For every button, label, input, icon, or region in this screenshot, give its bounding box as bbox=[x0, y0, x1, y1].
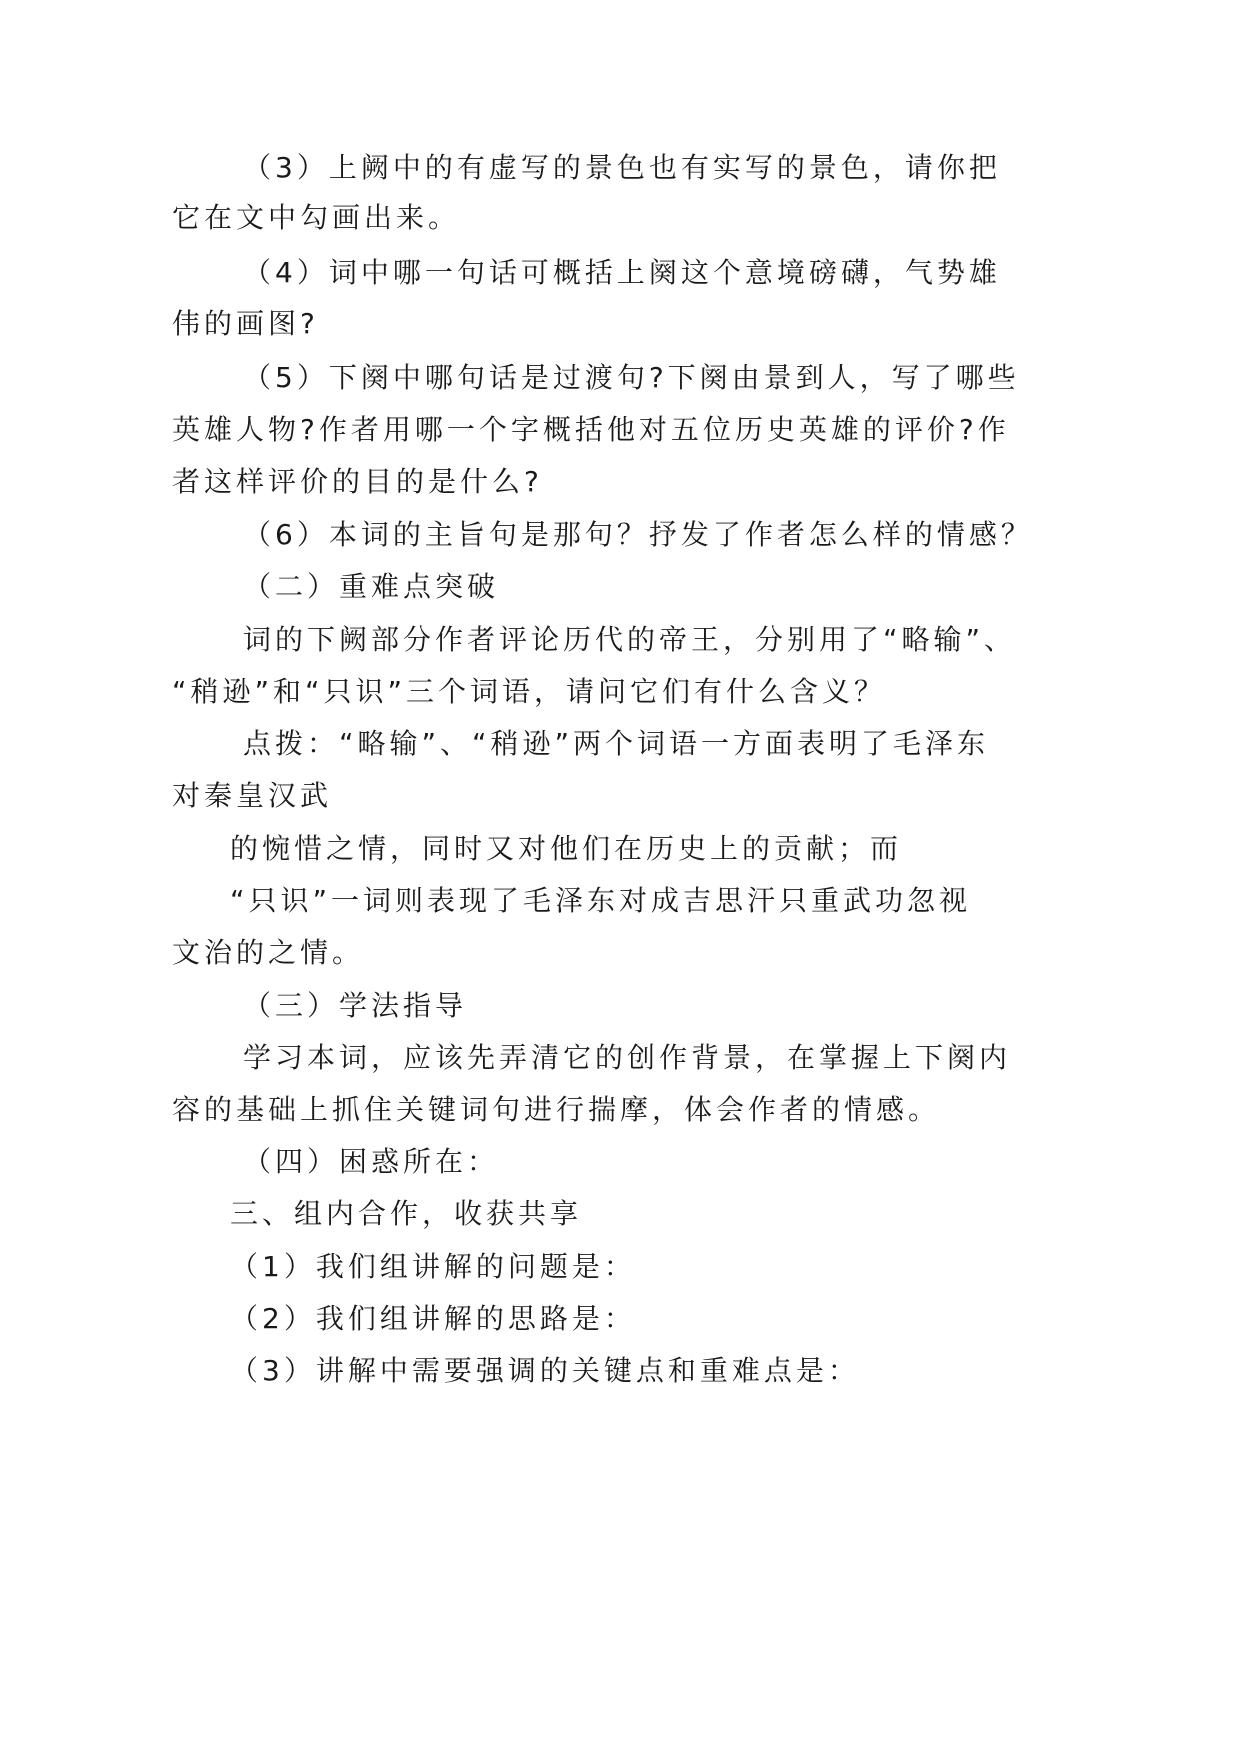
text-line-14: 的惋惜之情，同时又对他们在历史上的贡献；而 bbox=[230, 832, 903, 865]
text-line-16: 文治的之情。 bbox=[172, 936, 365, 969]
text-line-03: （4）词中哪一句话可概括上阕这个意境磅礴，气势雄 bbox=[243, 256, 1001, 289]
section-heading-3: （三）学法指导 bbox=[243, 989, 468, 1022]
text-line-02: 它在文中勾画出来。 bbox=[172, 201, 461, 234]
text-line-13: 对秦皇汉武 bbox=[172, 779, 333, 812]
section-heading-part-3: 三、组内合作，收获共享 bbox=[230, 1197, 583, 1230]
text-line-08: （6）本词的主旨句是那句？抒发了作者怎么样的情感？ bbox=[243, 518, 1033, 551]
text-line-07: 者这样评价的目的是什么? bbox=[172, 465, 543, 498]
section-heading-4: （四）困惑所在： bbox=[243, 1145, 500, 1178]
text-line-01: （3）上阙中的有虚写的景色也有实写的景色，请你把 bbox=[243, 151, 1001, 184]
text-line-22: （1）我们组讲解的问题是： bbox=[230, 1250, 636, 1283]
text-line-19: 容的基础上抓住关键词句进行揣摩，体会作者的情感。 bbox=[172, 1093, 941, 1126]
text-line-04: 伟的画图? bbox=[172, 307, 319, 340]
text-line-11: “稍逊”和“只识”三个词语，请问它们有什么含义？ bbox=[172, 675, 887, 708]
text-line-15: “只识”一词则表现了毛泽东对成吉思汗只重武功忽视 bbox=[230, 884, 972, 917]
text-line-12: 点拨：“略输”、“稍逊”两个词语一方面表明了毛泽东 bbox=[243, 727, 990, 760]
section-heading-2: （二）重难点突破 bbox=[243, 570, 500, 603]
text-line-24: （3）讲解中需要强调的关键点和重难点是： bbox=[230, 1354, 860, 1387]
text-line-10: 词的下阙部分作者评论历代的帝王，分别用了“略输”、 bbox=[243, 623, 1017, 656]
text-line-23: （2）我们组讲解的思路是： bbox=[230, 1302, 636, 1335]
text-line-06: 英雄人物?作者用哪一个字概括他对五位历史英雄的评价?作 bbox=[172, 413, 1010, 446]
text-line-05: （5）下阕中哪句话是过渡句?下阕由景到人，写了哪些 bbox=[243, 361, 1020, 394]
text-line-18: 学习本词，应该先弄清它的创作背景，在掌握上下阕内 bbox=[243, 1041, 1012, 1074]
